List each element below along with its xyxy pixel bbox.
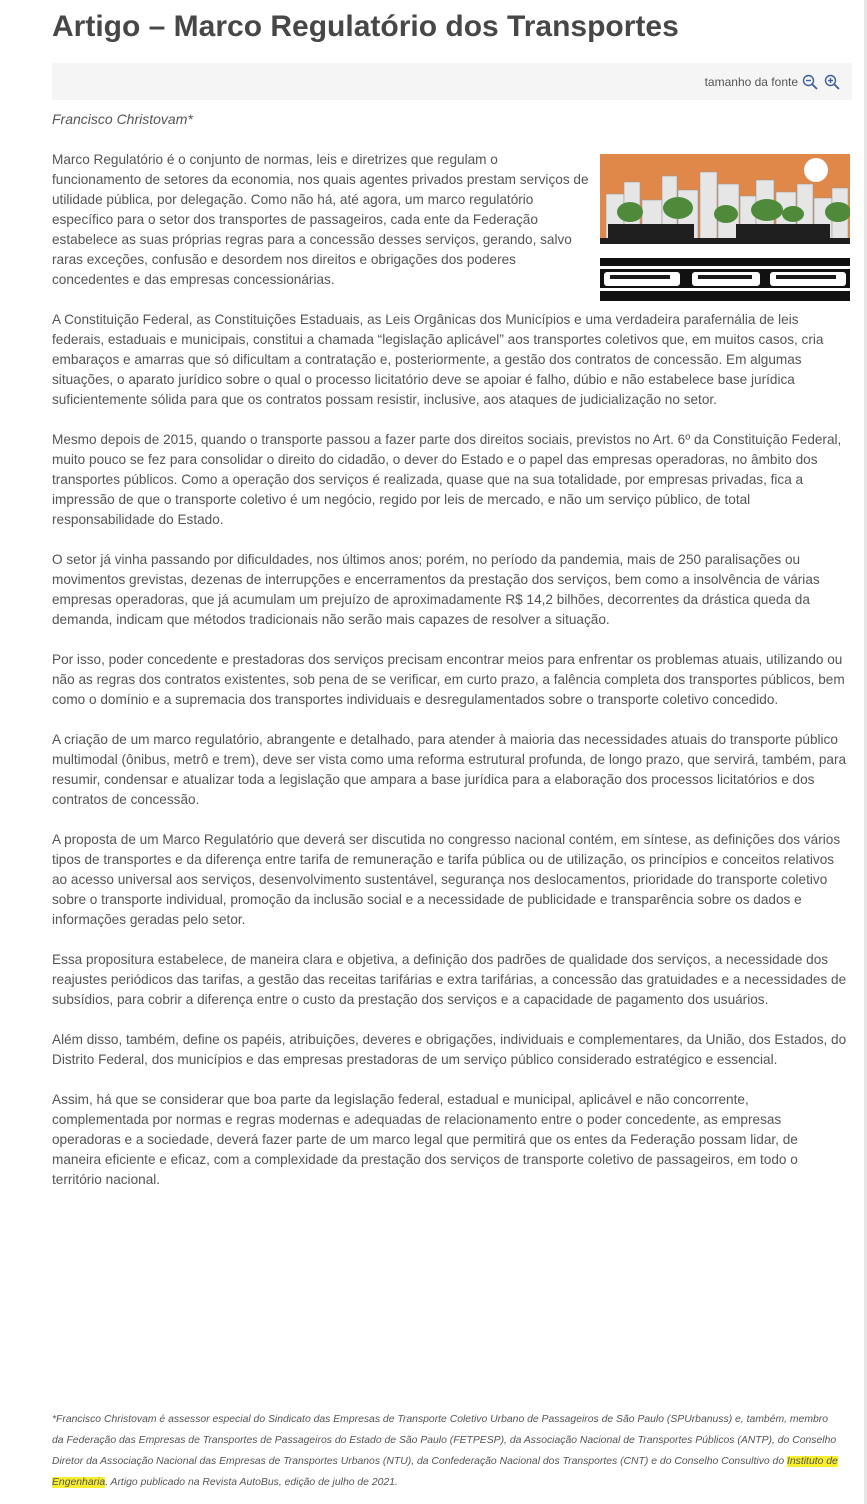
footnote-text: *Francisco Christovam é assessor especial do Sindicato das Empresas de Transporte Coletivo Urbano de Passageiros de São Paulo (SPUrbanuss) e, também, membro da Federação das Empresas de Transportes de Passageiros do Estado de São Paulo (FETPESP), da Associação Nacional de Transportes Públicos (ANTP), do Conselho Diretor da Associação Nacional das Empresas de Transportes Urbanos (NTU), da Confederação Nacional dos Transportes (CNT) e do Conselho Consultivo do [52,1414,837,1467]
article-paragraph: A proposta de um Marco Regulatório que deverá ser discutida no congresso nacional contém, em síntese, as definições dos vários tipos de transportes e da diferença entre tarifa de remuneração e tarifa pública ou de utilização, os princípios e conceitos relativos ao acesso universal aos serviços, desenvolvimento sustentável, segurança nos deslocamentos, prioridade do transporte coletivo sobre o transporte individual, promoção da inclusão social e a necessidade de publicidade e transparência sobre os dados e informações geradas pelo setor. [52,832,841,927]
font-size-label: tamanho da fonte [704,75,798,89]
article-paragraph: Marco Regulatório é o conjunto de normas, leis e diretrizes que regulam o funcionamento de setores da economia, nos quais agentes privados prestam serviços de utilidade pública, por delegação. Como não há, até agora, um marco regulatório específico para o setor dos transportes de passageiros, cada ente da Federação estabelece as suas próprias regras para a concessão desses serviços, gerando, salvo raras exceções, confusão e desordem nos direitos e obrigações dos poderes concedentes e das empresas concessionárias. [52,152,589,287]
zoom-out-icon[interactable] [802,74,818,90]
article-body [52,150,848,1210]
article-paragraph: Por isso, poder concedente e prestadoras dos serviços precisam encontrar meios para enfrentar os problemas atuais, utilizando ou não as regras dos contratos existentes, sob pena de se verificar, em curto prazo, a falência completa dos transportes públicos, bem como o domínio e a supremacia dos transportes individuais e desregulamentados sobre o transporte coletivo concedido. [52,652,845,707]
article-paragraph: Essa propositura estabelece, de maneira clara e objetiva, a definição dos padrões de qualidade dos serviços, a necessidade dos reajustes periódicos das tarifas, a gestão das receitas tarifárias e extra tarifárias, a concessão das gratuidades e a necessidades de subsídios, para cobrir a diferença entre o custo da prestação dos serviços e a capacidade de pagamento dos usuários. [52,952,847,1007]
article-paragraph: A criação de um marco regulatório, abrangente e detalhado, para atender à maioria das necessidades atuais do transporte público multimodal (ônibus, metrô e trem), deve ser vista como uma reforma estrutural profunda, de longo prazo, que servirá, também, para resumir, condensar e atualizar toda a legislação que ampara a base jurídica para a elaboração dos processos licitatórios e dos contratos de concessão. [52,732,847,807]
article-paragraph: Além disso, também, define os papéis, atribuições, deveres e obrigações, individuais e complementares, da União, dos Estados, do Distrito Federal, dos municípios e das empresas prestadoras de um serviço público considerado estratégico e essencial. [52,1032,847,1067]
zoom-in-icon[interactable] [824,74,840,90]
article-paragraph: O setor já vinha passando por dificuldades, nos últimos anos; porém, no período da pandemia, mais de 250 paralisações ou movimentos grevistas, dezenas de interrupções e encerramentos da prestação dos serviços, bem como a insolvência de várias empresas operadoras, que já acumulam um prejuízo de aproximadamente R$ 14,2 bilhões, decorrentes da drástica queda da demanda, indicam que métodos tradicionais não serão mais capazes de resolver a situação. [52,552,820,627]
article-title: Artigo – Marco Regulatório dos Transportes [52,10,679,43]
article-paragraph: A Constituição Federal, as Constituições Estaduais, as Leis Orgânicas dos Municípios e uma verdadeira parafernália de leis federais, estaduais e municipais, constitui a chamada “legislação aplicável” aos transportes coletivos que, em muitos casos, cria embaraços e amarras que só dificultam a contratação e, posteriormente, a gestão dos contratos de concessão. Em algumas situações, o aparato jurídico sobre o qual o processo licitatório deve se apoiar é falho, dúbio e não estabelece base jurídica suficientemente sólida para que os contratos possam resistir, inclusive, aos ataques de judicialização no setor. [52,312,824,407]
article-paragraph: Assim, há que se considerar que boa parte da legislação federal, estadual e municipal, aplicável e não concorrente, complementada por normas e regras modernas e adequadas de relacionamento entre o poder concedente, as empresas operadoras e a sociedade, deverá fazer parte de um marco legal que permitirá que os entes da Federação possam lidar, de maneira eficiente e eficaz, com a complexidade da prestação dos serviços de transporte coletivo de passageiros, em todo o território nacional. [52,1092,798,1187]
font-size-toolbar [52,63,852,100]
city-transit-illustration [600,154,850,301]
article-paragraph: Mesmo depois de 2015, quando o transporte passou a fazer parte dos direitos sociais, previstos no Art. 6º da Constituição Federal, muito pouco se fez para consolidar o direito do cidadão, o dever do Estado e o papel das empresas operadoras, no âmbito dos transportes públicos. Como a operação dos serviços é realizada, quase que na sua totalidade, por empresas privadas, fica a impressão de que o transporte coletivo é um negócio, regido por leis de mercado, e não um serviço público, de total responsabilidade do Estado. [52,432,842,527]
instituto-engenharia-link[interactable]: Instituto de Engenharia [52,1456,838,1488]
footnote-text-end: . Artigo publicado na Revista AutoBus, edição de julho de 2021. [105,1477,398,1488]
author-footnote [52,1409,840,1493]
article-author: Francisco Christovam* [52,111,193,127]
